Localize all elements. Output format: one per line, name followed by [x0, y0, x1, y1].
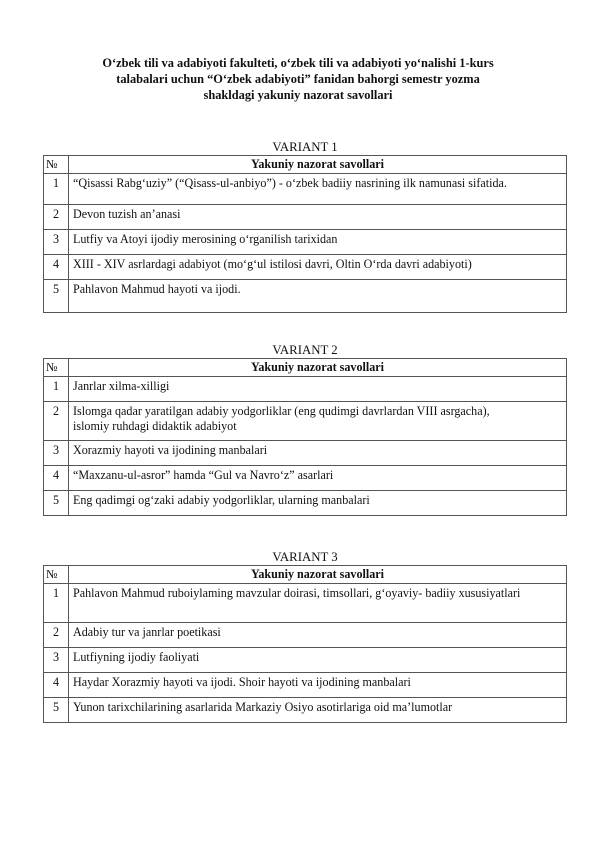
row-number: 2 — [44, 402, 69, 441]
variant-2-section — [43, 342, 567, 516]
question-text: Haydar Xorazmiy hayoti va ijodi. Shoir hayoti va ijodining manbalari — [69, 673, 567, 698]
question-text: Adabiy tur va janrlar poetikasi — [69, 623, 567, 648]
row-number: 1 — [44, 174, 69, 205]
questions-column-header: Yakuniy nazorat savollari — [69, 359, 567, 377]
question-text: Islomga qadar yaratilgan adabiy yodgorliklar (eng qudimgi davrlardan VIII asrgacha), islomiy ruhdagi didaktik adabiyot — [69, 402, 567, 441]
title-line: O‘zbek tili va adabiyoti fakulteti, o‘zbek tili va adabiyoti yo‘nalishi 1-kurs — [102, 56, 494, 70]
row-number: 1 — [44, 377, 69, 402]
table-row — [44, 280, 567, 313]
table-row — [44, 491, 567, 516]
table-row — [44, 623, 567, 648]
row-number: 5 — [44, 698, 69, 723]
row-number: 2 — [44, 623, 69, 648]
row-number: 2 — [44, 205, 69, 230]
row-number: 1 — [44, 584, 69, 623]
variant-heading: VARIANT 2 — [272, 343, 338, 357]
questions-table — [43, 565, 567, 723]
question-text: XIII - XIV asrlardagi adabiyot (mo‘g‘ul istilosi davri, Oltin O‘rda davri adabiyoti) — [69, 255, 567, 280]
questions-column-header: Yakuniy nazorat savollari — [69, 566, 567, 584]
question-text: “Qisassi Rabg‘uziy” (“Qisass-ul-anbiyo”) - o‘zbek badiiy nasrining ilk namunasi sifatida. — [69, 174, 567, 205]
row-number: 4 — [44, 466, 69, 491]
variant-heading: VARIANT 1 — [272, 140, 338, 154]
row-number: 3 — [44, 230, 69, 255]
table-header-row — [44, 156, 567, 174]
table-row — [44, 673, 567, 698]
questions-table — [43, 155, 567, 313]
variant-3-section — [43, 549, 567, 723]
table-row — [44, 441, 567, 466]
row-number: 5 — [44, 491, 69, 516]
table-row — [44, 205, 567, 230]
table-row — [44, 174, 567, 205]
question-text: Xorazmiy hayoti va ijodining manbalari — [69, 441, 567, 466]
questions-table — [43, 358, 567, 516]
row-number: 4 — [44, 255, 69, 280]
variant-heading: VARIANT 3 — [272, 550, 338, 564]
number-column-header: № — [44, 156, 69, 174]
question-text: Pahlavon Mahmud ruboiylaming mavzular doirasi, timsollari, g‘oyaviy- badiiy xususiyatlari — [69, 584, 567, 623]
question-text: Yunon tarixchilarining asarlarida Markaziy Osiyo asotirlariga oid ma’lumotlar — [69, 698, 567, 723]
table-header-row — [44, 359, 567, 377]
title-line: talabalari uchun “O‘zbek adabiyoti” fanidan bahorgi semestr yozma — [116, 72, 480, 86]
table-row — [44, 648, 567, 673]
table-row — [44, 584, 567, 623]
row-number: 4 — [44, 673, 69, 698]
question-text: Eng qadimgi og‘zaki adabiy yodgorliklar, ularning manbalari — [69, 491, 567, 516]
question-text: Lutfiy va Atoyi ijodiy merosining o‘rganilish tarixidan — [69, 230, 567, 255]
number-column-header: № — [44, 359, 69, 377]
questions-column-header: Yakuniy nazorat savollari — [69, 156, 567, 174]
row-number: 3 — [44, 441, 69, 466]
row-number: 5 — [44, 280, 69, 313]
number-column-header: № — [44, 566, 69, 584]
question-text: Lutfiyning ijodiy faoliyati — [69, 648, 567, 673]
question-text: Janrlar xilma-xilligi — [69, 377, 567, 402]
table-row — [44, 255, 567, 280]
table-row — [44, 402, 567, 441]
table-row — [44, 230, 567, 255]
table-header-row — [44, 566, 567, 584]
title-line: shakldagi yakuniy nazorat savollari — [203, 88, 393, 102]
question-text: “Maxzanu-ul-asror” hamda “Gul va Navro‘z” asarlari — [69, 466, 567, 491]
table-row — [44, 698, 567, 723]
row-number: 3 — [44, 648, 69, 673]
document-title — [60, 55, 536, 103]
table-row — [44, 377, 567, 402]
table-row — [44, 466, 567, 491]
variant-1-section — [43, 139, 567, 313]
question-text: Devon tuzish an’anasi — [69, 205, 567, 230]
question-text: Pahlavon Mahmud hayoti va ijodi. — [69, 280, 567, 313]
